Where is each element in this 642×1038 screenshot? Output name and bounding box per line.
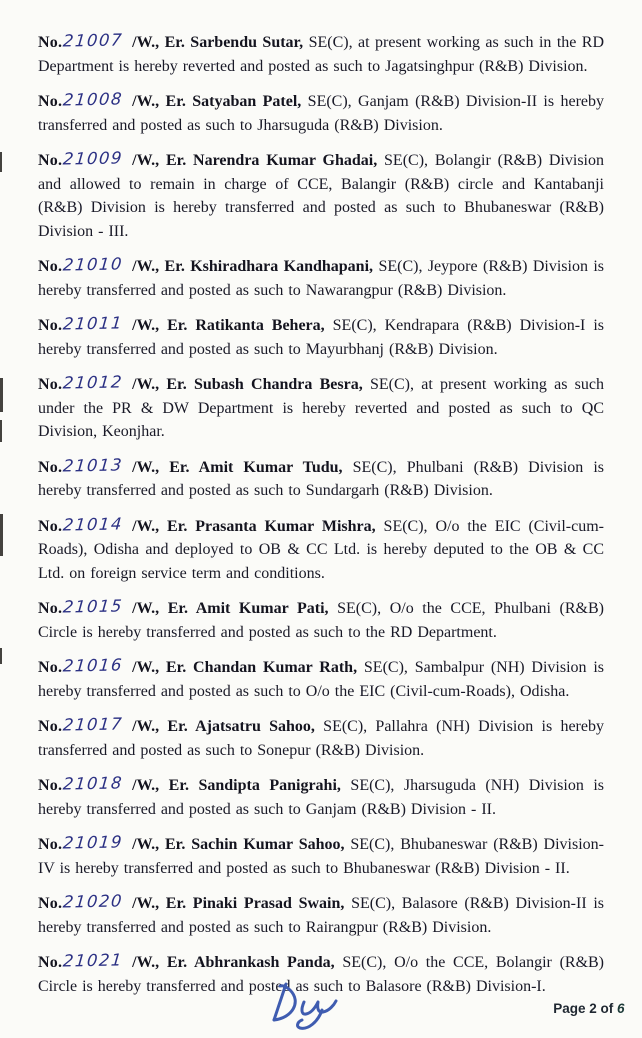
entry-officer: /W., Er. Subash Chandra Besra,: [132, 376, 363, 393]
entry-number-handwritten: 21010: [62, 254, 125, 275]
entry-no-label: No.: [38, 836, 63, 853]
entry-officer: /W., Er. Ajatsatru Sahoo,: [132, 718, 315, 735]
entry-no-label: No.: [38, 317, 63, 334]
entry-number-handwritten: 21015: [62, 596, 125, 617]
entry-number-handwritten: 21009: [62, 148, 125, 169]
entry-officer: /W., Er. Sarbendu Sutar,: [132, 34, 304, 51]
page-total-handwritten: 6: [616, 1001, 625, 1016]
entry-officer: /W., Er. Abhrankash Panda,: [132, 954, 335, 971]
order-entry-21013: [38, 455, 604, 503]
entry-no-label: No.: [38, 258, 63, 275]
entry-number-handwritten: 21021: [62, 950, 125, 971]
order-entry-21015: [38, 596, 604, 644]
entry-body: SE(C), Pallahra (NH) Division is hereby transferred and posted as such to Sonepur (R&B) Division.: [38, 718, 604, 759]
entry-no-label: No.: [38, 954, 63, 971]
entry-body: SE(C), Kendrapara (R&B) Division-I is hereby transferred and posted as such to Mayurbhanj (R&B) Division.: [38, 317, 605, 358]
order-entry-21012: [38, 372, 604, 444]
entry-officer: /W., Er. Satyaban Patel,: [132, 93, 302, 110]
entry-number-handwritten: 21007: [62, 30, 125, 51]
entry-officer: /W., Er. Pinaki Prasad Swain,: [132, 895, 345, 912]
order-entry-21011: [38, 313, 604, 361]
entry-body: SE(C), at present working as such in the RD Department is hereby reverted and posted as such to Jagatsinghpur (R&B) Division.: [38, 34, 605, 75]
order-entry-21010: [38, 254, 604, 302]
entry-no-label: No.: [38, 93, 63, 110]
entry-number-handwritten: 21018: [62, 773, 125, 794]
entry-no-label: No.: [38, 777, 63, 794]
entry-number-handwritten: 21017: [62, 714, 125, 735]
entry-officer: /W., Er. Prasanta Kumar Mishra,: [132, 517, 376, 535]
entry-officer: /W., Er. Sachin Kumar Sahoo,: [132, 836, 345, 853]
entry-number-handwritten: 21016: [62, 655, 125, 676]
order-entry-21007: [38, 30, 604, 78]
entry-body: SE(C), O/o the CCE, Bolangir (R&B) Circle is hereby transferred and posted as such to Balasore (R&B) Division-I.: [38, 954, 605, 995]
order-entry-21009: [38, 148, 604, 243]
scan-artifact: [0, 420, 2, 442]
order-entry-21014: [38, 514, 604, 586]
entry-body: SE(C), Balasore (R&B) Division-II is hereby transferred and posted as such to Rairangpur (R&B) Division.: [38, 895, 604, 936]
entry-no-label: No.: [38, 517, 63, 535]
entry-number-handwritten: 21008: [62, 89, 125, 110]
entry-no-label: No.: [38, 600, 63, 617]
entry-officer: /W., Er. Ratikanta Behera,: [132, 317, 325, 334]
entry-no-label: No.: [38, 659, 63, 676]
order-entry-21020: [38, 891, 604, 939]
entry-officer: /W., Er. Sandipta Panigrahi,: [132, 777, 341, 794]
entry-no-label: No.: [38, 34, 63, 51]
entry-no-label: No.: [38, 718, 63, 735]
order-entry-21016: [38, 655, 604, 703]
order-entry-21017: [38, 714, 604, 762]
entry-body: SE(C), O/o the EIC (Civil-cum-Roads), Odisha and deployed to OB & CC Ltd. is hereby deputed to the OB & CC Ltd. on foreign service term and conditions.: [38, 517, 605, 582]
entry-no-label: No.: [38, 458, 63, 476]
entry-body: SE(C), Sambalpur (NH) Division is hereby transferred and posted as such to O/o the EIC (Civil-cum-Roads), Odisha.: [38, 659, 605, 700]
entry-no-label: No.: [38, 152, 63, 169]
entry-officer: /W., Er. Amit Kumar Pati,: [132, 600, 329, 617]
entry-number-handwritten: 21012: [62, 372, 125, 393]
scan-artifact: [0, 152, 2, 172]
scan-artifact: [0, 514, 3, 556]
order-entry-21019: [38, 832, 604, 880]
entry-body: SE(C), at present working as such under the PR & DW Department is hereby reverted and posted as such to QC Division, Keonjhar.: [38, 376, 605, 440]
entry-number-handwritten: 21020: [62, 891, 125, 912]
entry-body: SE(C), Jharsuguda (NH) Division is hereby transferred and posted as such to Ganjam (R&B) Division - II.: [38, 777, 604, 818]
entry-officer: /W., Er. Kshiradhara Kandhapani,: [132, 258, 374, 275]
entry-no-label: No.: [38, 895, 63, 912]
page-number: [553, 1001, 625, 1016]
order-entry-21008: [38, 89, 604, 137]
entry-officer: /W., Er. Narendra Kumar Ghadai,: [132, 152, 378, 169]
entry-no-label: No.: [38, 376, 63, 393]
entry-body: SE(C), Jeypore (R&B) Division is hereby transferred and posted as such to Nawarangpur (R&B) Division.: [38, 258, 605, 299]
entry-body: SE(C), Bhubaneswar (R&B) Division-IV is hereby transferred and posted as such to Bhubaneswar (R&B) Division - II.: [38, 836, 604, 877]
entry-number-handwritten: 21019: [62, 832, 125, 853]
scan-artifact: [0, 648, 2, 664]
entry-officer: /W., Er. Chandan Kumar Rath,: [132, 659, 358, 676]
entry-number-handwritten: 21011: [62, 313, 125, 334]
page-number-label: Page 2 of: [553, 1001, 617, 1016]
entry-body: SE(C), Phulbani (R&B) Division is hereby transferred and posted as such to Sundargarh (R&B) Division.: [38, 458, 604, 499]
entry-number-handwritten: 21014: [62, 513, 125, 535]
signature-scribble: [252, 976, 372, 1038]
entry-body: SE(C), Bolangir (R&B) Division and allowed to remain in charge of CCE, Balangir (R&B) circle and Kantabanji (R&B) Division is hereby transferred and posted as such to Bhubaneswar (R&B) Division - III.: [38, 152, 604, 240]
order-entry-21018: [38, 773, 604, 821]
entry-number-handwritten: 21013: [62, 454, 125, 476]
entry-body: SE(C), O/o the CCE, Phulbani (R&B) Circle is hereby transferred and posted as such to the RD Department.: [38, 600, 604, 641]
entry-officer: /W., Er. Amit Kumar Tudu,: [132, 458, 343, 476]
scan-artifact: [0, 378, 3, 412]
entry-body: SE(C), Ganjam (R&B) Division-II is hereby transferred and posted as such to Jharsuguda (R&B) Division.: [38, 93, 605, 134]
